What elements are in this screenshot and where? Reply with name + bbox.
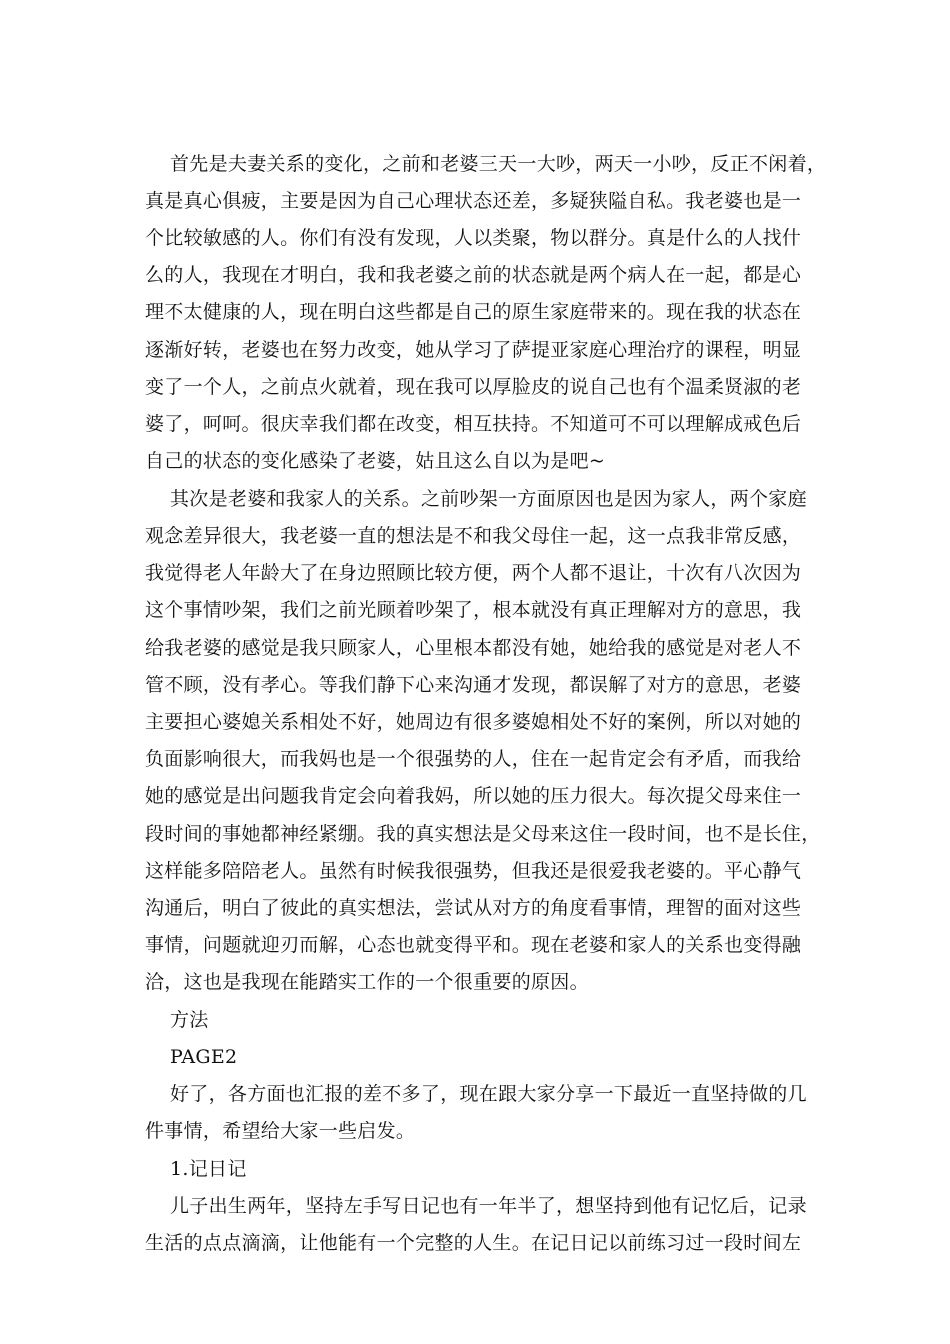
paragraph-1-line-6: 逐渐好转，老婆也在努力改变，她从学习了萨提亚家庭心理治疗的课程，明显 [145, 339, 802, 361]
paragraph-2-line-12: 沟通后，明白了彼此的真实想法，尝试从对方的角度看事情，理智的面对这些 [145, 897, 802, 919]
paragraph-2-line-9: 她的感觉是出问题我肯定会向着我妈，所以她的压力很大。每次提父母来住一 [145, 785, 802, 807]
paragraph-3-line-1: 好了，各方面也汇报的差不多了，现在跟大家分享一下最近一直坚持做的几 [170, 1083, 807, 1105]
paragraph-2-line-7: 主要担心婆媳关系相处不好，她周边有很多婆媳相处不好的案例，所以对她的 [145, 711, 802, 733]
paragraph-3-line-2: 件事情，希望给大家一些启发。 [145, 1120, 416, 1142]
paragraph-1-line-5: 理不太健康的人，现在明白这些都是自己的原生家庭带来的。现在我的状态在 [145, 301, 802, 323]
paragraph-1-line-4: 么的人，我现在才明白，我和我老婆之前的状态就是两个病人在一起，都是心 [145, 264, 802, 286]
paragraph-1-line-3: 个比较敏感的人。你们有没有发现，人以类聚，物以群分。真是什么的人找什 [145, 227, 802, 249]
paragraph-2-line-14: 洽，这也是我现在能踏实工作的一个很重要的原因。 [145, 971, 589, 993]
paragraph-1-line-8: 婆了，呵呵。很庆幸我们都在改变，相互扶持。不知道可不可以理解成戒色后 [145, 413, 802, 435]
paragraph-2-line-2: 观念差异很大，我老婆一直的想法是不和我父母住一起，这一点我非常反感， [145, 525, 802, 547]
paragraph-2-line-8: 负面影响很大，而我妈也是一个很强势的人，住在一起肯定会有矛盾，而我给 [145, 748, 802, 770]
paragraph-2-line-6: 管不顾，没有孝心。等我们静下心来沟通才发现，都误解了对方的意思，老婆 [145, 674, 802, 696]
section-heading-diary: 1.记日记 [170, 1158, 247, 1180]
paragraph-1-line-1: 首先是夫妻关系的变化，之前和老婆三天一大吵，两天一小吵，反正不闲着， [170, 153, 827, 175]
section-heading-method: 方法 [170, 1009, 209, 1031]
paragraph-2-line-4: 这个事情吵架，我们之前光顾着吵架了，根本就没有真正理解对方的意思，我 [145, 599, 802, 621]
page-marker: PAGE2 [170, 1046, 238, 1068]
paragraph-2-line-3: 我觉得老人年龄大了在身边照顾比较方便，两个人都不退让，十次有八次因为 [145, 562, 802, 584]
paragraph-1-line-2: 真是真心俱疲，主要是因为自己心理状态还差，多疑狭隘自私。我老婆也是一 [145, 190, 802, 212]
paragraph-2-line-5: 给我老婆的感觉是我只顾家人，心里根本都没有她，她给我的感觉是对老人不 [145, 637, 802, 659]
paragraph-2-line-10: 段时间的事她都神经紧绷。我的真实想法是父母来这住一段时间，也不是长住， [145, 823, 821, 845]
paragraph-1-line-7: 变了一个人，之前点火就着，现在我可以厚脸皮的说自己也有个温柔贤淑的老 [145, 376, 802, 398]
paragraph-2-line-11: 这样能多陪陪老人。虽然有时候我很强势，但我还是很爱我老婆的。平心静气 [145, 860, 802, 882]
paragraph-4-line-2: 生活的点点滴滴，让他能有一个完整的人生。在记日记以前练习过一段时间左 [145, 1232, 802, 1254]
paragraph-4-line-1: 儿子出生两年，坚持左手写日记也有一年半了，想坚持到他有记忆后，记录 [170, 1195, 807, 1217]
paragraph-2-line-13: 事情，问题就迎刃而解，心态也就变得平和。现在老婆和家人的关系也变得融 [145, 934, 802, 956]
paragraph-2-line-1: 其次是老婆和我家人的关系。之前吵架一方面原因也是因为家人，两个家庭 [170, 488, 807, 510]
paragraph-1-line-9: 自己的状态的变化感染了老婆，姑且这么自以为是吧~ [145, 450, 606, 472]
